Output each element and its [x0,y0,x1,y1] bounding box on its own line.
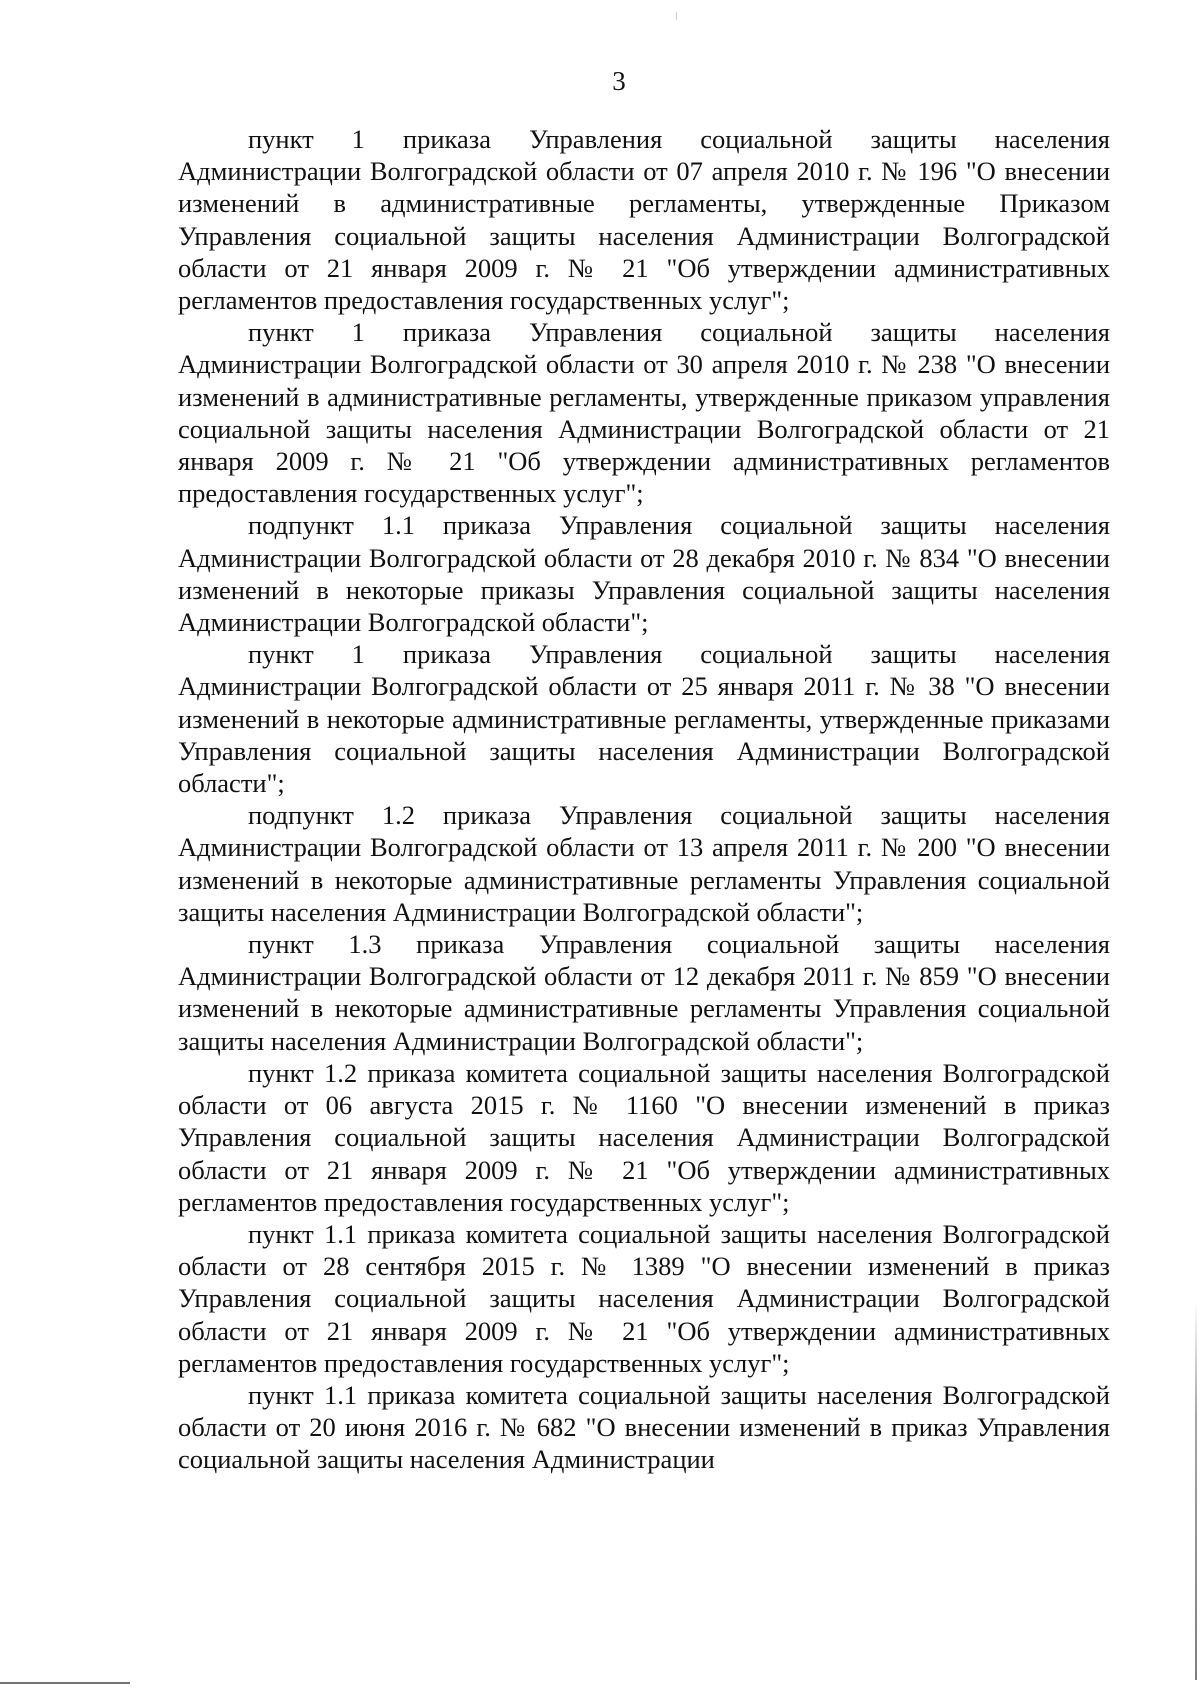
paragraph-7: пункт 1.2 приказа комитета социальной защиты населения Волгоградской области от 06 августа 2015 г. № 1160 "О внесении изменений в приказ Управления социальной защиты населения Администрации Волгоградской области от 21 января 2009 г. № 21 "Об утверждении административных регламентов предоставления государственных услуг"; [178,1057,1110,1217]
scan-artifact [676,12,677,20]
paragraph-4: пункт 1 приказа Управления социальной защиты населения Администрации Волгоградской области от 25 января 2011 г. № 38 "О внесении изменений в некоторые административные регламенты, утвержденные приказами Управления социальной защиты населения Администрации Волгоградской области"; [178,639,1110,799]
document-body [178,123,1110,1476]
paragraph-2: пункт 1 приказа Управления социальной защиты населения Администрации Волгоградской области от 30 апреля 2010 г. № 238 "О внесении изменений в административные регламенты, утвержденные приказом управления социальной защиты населения Администрации Волгоградской области от 21 января 2009 г. № 21 "Об утверждении административных регламентов предоставления государственных услуг"; [178,317,1110,509]
paragraph-6: пункт 1.3 приказа Управления социальной защиты населения Администрации Волгоградской области от 12 декабря 2011 г. № 859 "О внесении изменений в некоторые административные регламенты Управления социальной защиты населения Администрации Волгоградской области"; [178,929,1110,1056]
paragraph-3: подпункт 1.1 приказа Управления социальной защиты населения Администрации Волгоградской области от 28 декабря 2010 г. № 834 "О внесении изменений в некоторые приказы Управления социальной защиты населения Администрации Волгоградской области"; [178,510,1110,638]
page-number: 3 [612,66,626,96]
paragraph-9: пункт 1.1 приказа комитета социальной защиты населения Волгоградской области от 20 июня 2016 г. № 682 "О внесении изменений в приказ Управления социальной защиты населения Администрации [178,1379,1110,1475]
paragraph-8: пункт 1.1 приказа комитета социальной защиты населения Волгоградской области от 28 сентября 2015 г. № 1389 "О внесении изменений в приказ Управления социальной защиты населения Администрации Волгоградской области от 21 января 2009 г. № 21 "Об утверждении административных регламентов предоставления государственных услуг"; [178,1218,1110,1378]
scan-edge-line [0,1682,130,1684]
scan-edge-shadow [1195,1300,1197,1680]
paragraph-1: пункт 1 приказа Управления социальной защиты населения Администрации Волгоградской области от 07 апреля 2010 г. № 196 "О внесении изменений в административные регламенты, утвержденные Приказом Управления социальной защиты населения Администрации Волгоградской области от 21 января 2009 г. № 21 "Об утверждении административных регламентов предоставления государственных услуг"; [178,124,1110,316]
paragraph-5: подпункт 1.2 приказа Управления социальной защиты населения Администрации Волгоградской области от 13 апреля 2011 г. № 200 "О внесении изменений в некоторые административные регламенты Управления социальной защиты населения Администрации Волгоградской области"; [178,800,1110,927]
